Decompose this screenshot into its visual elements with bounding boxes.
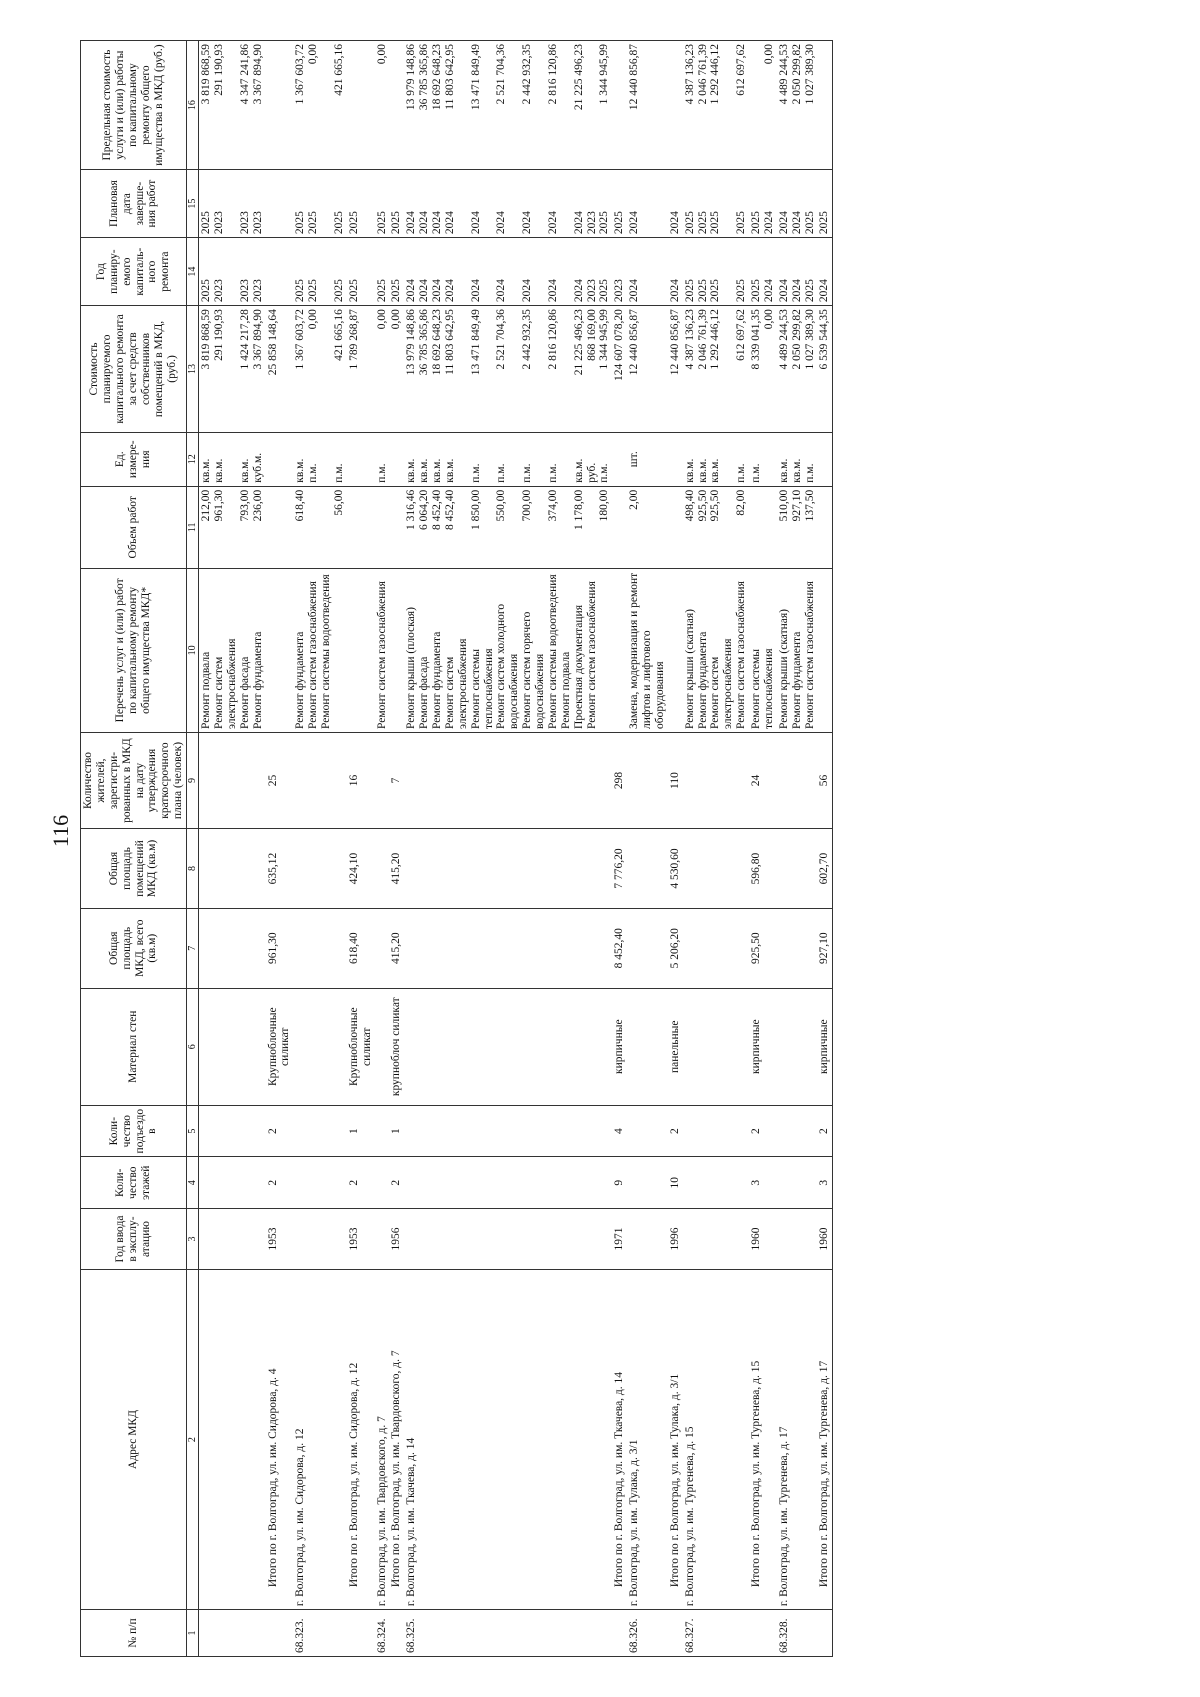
header-floors: Коли-чество этажей bbox=[81, 1157, 187, 1209]
table-row: 68.327. г. Волгоград, ул. им. Тургенева, д. 15 Ремонт крыши (скатная) Ремонт фундамента Ремонт систем электроснабжения Ремонт систем газоснабжения 498,40 925,50 925,50 82,00 кв.м. кв.м. кв.м. п.м. 4 387 136,23 2 046 761,39 1 292 446,12 612 697,62 2025 2025 2025 2025 2025 2025 2025 2025 4 387 136,23 2 046 761,39 1 292 446,12 612 697,62 bbox=[683, 41, 749, 1657]
table-row: 68.328. г. Волгоград, ул. им. Тургенева, д. 17 Ремонт крыши (скатная) Ремонт фундамента Ремонт систем газоснабжения 510,00 927,10 137,50 кв.м. кв.м. п.м. 4 489 244,53 2 050 299,82 1 027 389,30 2024 2024 2025 2024 2024 2025 4 489 244,53 2 050 299,82 1 027 389,30 bbox=[777, 41, 818, 1657]
total-row: Итого по г. Волгоград, ул. им. Сидорова, д. 12 1953 2 1 Крупноблочные силикат 618,40 424,10 16 1 789 268,87 2025 2025 bbox=[347, 41, 375, 1657]
table-row: 68.326. г. Волгоград, ул. им. Тулака, д. 3/1 Замена, модернизация и ремонт лифтов и лифтового оборудования 2,00 шт. 12 440 856,87 2024 2024 12 440 856,87 bbox=[627, 41, 668, 1657]
works-list: Ремонт подвала Ремонт систем электроснабжения Ремонт фасада Ремонт фундамента bbox=[199, 568, 266, 732]
header-cost: Стоимость планируемого капитального ремонта за счет средств собственников помещений в МКД, (руб.) bbox=[81, 306, 187, 433]
capital-repair-table bbox=[80, 40, 833, 1657]
header-address: Адрес МКД bbox=[81, 1270, 187, 1610]
total-row: Итого по г. Волгоград, ул. им. Ткачева, д. 14 1971 9 4 кирпичные 8 452,40 7 776,20 298 124 607 078,20 2023 2025 bbox=[612, 41, 627, 1657]
total-row: Итого по г. Волгоград, ул. им. Твардовского, д. 7 1956 2 1 крупноблоч силикат 415,20 415,20 7 0,00 2025 2025 bbox=[389, 41, 404, 1657]
col-number: 6 bbox=[187, 988, 199, 1105]
total-row: Итого по г. Волгоград, ул. им. Тургенева, д. 17 1960 3 2 кирпичные 927,10 602,70 56 6 539 544,35 2024 2025 bbox=[817, 41, 832, 1657]
cost-list: 3 819 868,59 291 190,93 1 424 217,28 3 367 894,90 bbox=[199, 306, 266, 433]
header-wall-material: Материал стен bbox=[81, 988, 187, 1105]
col-number: 14 bbox=[187, 238, 199, 306]
header-total-area: Общая площадь МКД, всего (кв.м) bbox=[81, 908, 187, 988]
works-list: Ремонт крыши (скатная) Ремонт фундамента Ремонт систем газоснабжения bbox=[777, 568, 818, 732]
col-number: 16 bbox=[187, 41, 199, 170]
header-rooms-area: Общая площадь помещений МКД (кв.м) bbox=[81, 829, 187, 909]
header-volume: Объем работ bbox=[81, 486, 187, 568]
header-repair-year: Год планиру-емого капиталь-ного ремонта bbox=[81, 238, 187, 306]
volume-list: 212,00 961,30 793,00 236,00 bbox=[199, 486, 266, 568]
col-number: 5 bbox=[187, 1105, 199, 1157]
col-number: 2 bbox=[187, 1270, 199, 1610]
header-works: Перечень услуг и (или) работ по капитальному ремонту общего имущества МКД* bbox=[81, 568, 187, 732]
column-number-row bbox=[187, 41, 199, 1657]
col-number: 7 bbox=[187, 908, 199, 988]
header-num: № п/п bbox=[81, 1610, 187, 1657]
works-list: Ремонт фундамента Ремонт систем газоснабжения Ремонт системы водоотведения bbox=[293, 568, 347, 732]
col-number: 11 bbox=[187, 486, 199, 568]
rotated-table-container bbox=[80, 40, 1155, 1657]
header-residents: Количество жителей, зарегистри-рованных в МКД на дату утверждения краткосрочного плана (человек) bbox=[81, 732, 187, 828]
header-entrances: Коли-чество подъездо в bbox=[81, 1105, 187, 1157]
col-number: 4 bbox=[187, 1157, 199, 1209]
repair-year-list: 2025 2023 2023 2023 bbox=[199, 238, 266, 306]
total-row: Итого по г. Волгоград, ул. им. Тургенева, д. 15 1960 3 2 кирпичные 925,50 596,80 24 Ремонт системы теплоснабжения п.м. 8 339 041,35 0,00 2025 2024 2025 2024 0,00 bbox=[749, 41, 777, 1657]
header-unit: Ед. измере-ния bbox=[81, 432, 187, 486]
col-number: 1 bbox=[187, 1610, 199, 1657]
header-max-cost: Предельная стоимость услуги и (или) работы по капитальному ремонту общего имущества в МКД (руб.) bbox=[81, 41, 187, 170]
works-list: Ремонт крыши (скатная) Ремонт фундамента Ремонт систем электроснабжения Ремонт систем газоснабжения bbox=[683, 568, 749, 732]
col-number: 3 bbox=[187, 1209, 199, 1270]
header-year-built: Год ввода в эксплу-атацию bbox=[81, 1209, 187, 1270]
table-row bbox=[199, 41, 266, 1657]
col-number: 15 bbox=[187, 170, 199, 238]
col-number: 10 bbox=[187, 568, 199, 732]
table-row: 68.324. г. Волгоград, ул. им. Твардовского, д. 7 Ремонт систем газоснабжения п.м. 0,00 2025 2025 0,00 bbox=[375, 41, 390, 1657]
col-number: 12 bbox=[187, 432, 199, 486]
total-row: Итого по г. Волгоград, ул. им. Тулака, д. 3/1 1996 10 2 панельные 5 206,20 4 530,60 110 12 440 856,87 2024 2024 bbox=[668, 41, 683, 1657]
total-row: Итого по г. Волгоград, ул. им. Сидорова, д. 4 1953 2 2 Крупноблочные силикат 961,30 635,12 25 25 858 148,64 bbox=[266, 41, 294, 1657]
page-number: 116 bbox=[48, 814, 74, 848]
table-row: 68.323. г. Волгоград, ул. им. Сидорова, д. 12 Ремонт фундамента Ремонт систем газоснабжения Ремонт системы водоотведения 618,40 56,00 кв.м. п.м. п.м. 1 367 603,72 0,00 421 665,16 2025 2025 2025 2025 2025 2025 1 367 603,72 0,00 421 665,16 bbox=[293, 41, 347, 1657]
table-row: 68.325. г. Волгоград, ул. им. Ткачева, д. 14 Ремонт крыши (плоская) Ремонт фасада Ремонт фундамента Ремонт систем электроснабжения Ремонт системы теплоснабжения Ремонт систем холодного водоснабжения Ремонт систем горячего водоснабжения Ремонт системы водоотведения Ремонт подвала Проектная документация Ремонт систем газоснабжения 1 316,46 6 064,20 8 452,40 8 452,40 1 850,00 550,00 700,00 374,00 1 178,00 180,00 кв.м. кв.м. кв.м. кв.м. п.м. п.м. п.м. п.м. кв.м. руб. п.м. 13 979 148,86 36 785 365,86 18 692 648,23 11 803 642,95 13 471 849,49 2 521 704,36 2 442 932,35 2 816 120,86 21 225 496,23 868 169,00 1 344 945,99 2024 2024 2024 2024 2024 2024 2024 2024 2024 2023 2025 2024 2024 2024 2024 2024 2024 2024 2024 2024 2023 2025 13 979 148,86 36 785 365,86 18 692 648,23 11 803 642,95 13 471 849,49 2 521 704,36 2 442 932,35 2 816 120,86 21 225 496,23 1 344 945,99 bbox=[404, 41, 612, 1657]
completion-date-list: 2025 2023 2023 2023 bbox=[199, 170, 266, 238]
header-completion-date: Плановая дата заверше-ния работ bbox=[81, 170, 187, 238]
col-number: 8 bbox=[187, 829, 199, 909]
col-number: 9 bbox=[187, 732, 199, 828]
max-cost-list: 3 819 868,59 291 190,93 4 347 241,86 3 367 894,90 bbox=[199, 41, 266, 170]
unit-list: кв.м. кв.м. кв.м. куб.м. bbox=[199, 432, 266, 486]
works-list: Ремонт крыши (плоская) Ремонт фасада Ремонт фундамента Ремонт систем электроснабжения Ремонт системы теплоснабжения Ремонт систем холодного водоснабжения Ремонт систем горячего водоснабжения Ремонт системы водоотведения Ремонт подвала Проектная документация Ремонт систем газоснабжения bbox=[404, 568, 612, 732]
header-row bbox=[81, 41, 187, 1657]
col-number: 13 bbox=[187, 306, 199, 433]
